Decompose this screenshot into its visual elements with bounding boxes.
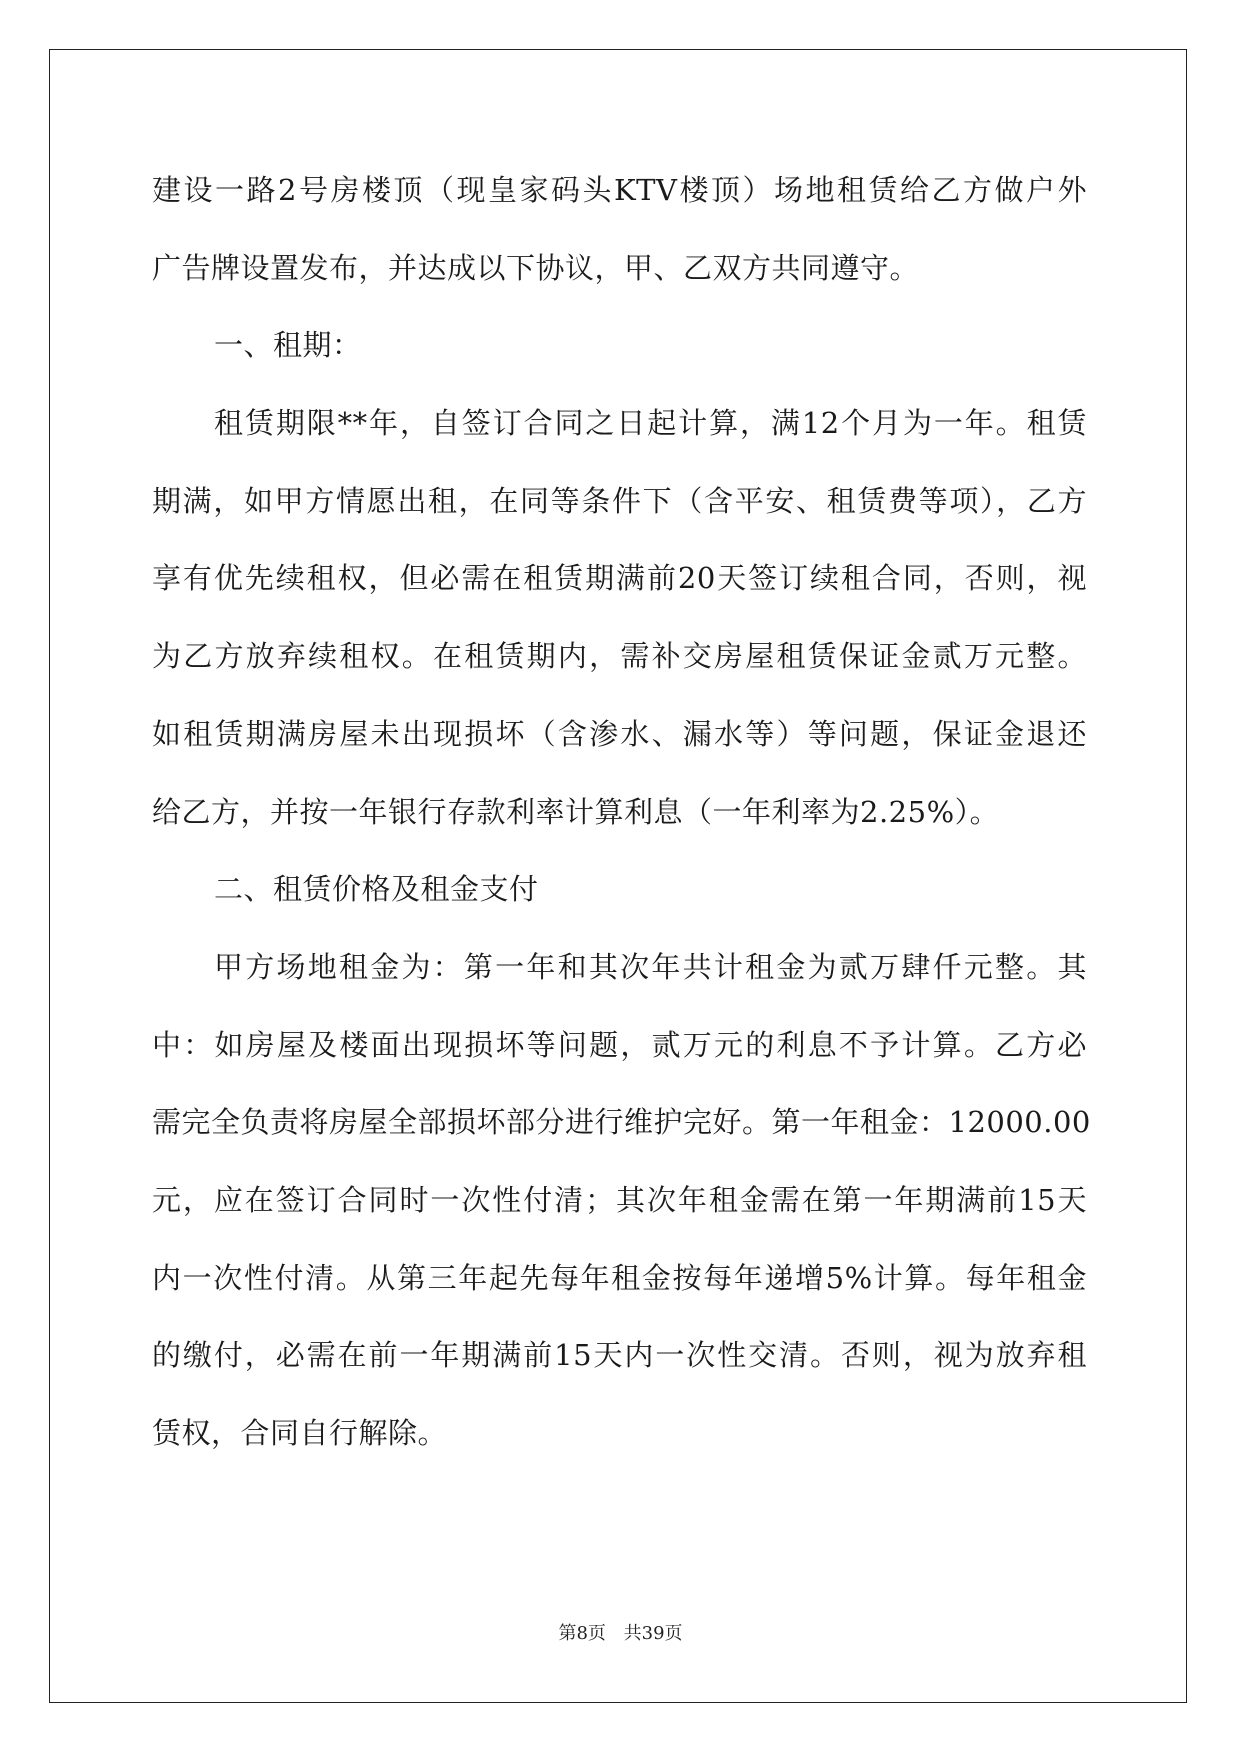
text-line: 为乙方放弃续租权。在租赁期内，需补交房屋租赁保证金贰万元整。 [152,639,1087,674]
section-heading: 二、租赁价格及租金支付 [214,872,539,907]
text-line: 期满，如甲方情愿出租，在同等条件下（含平安、租赁费等项），乙方 [152,483,1087,518]
section-heading: 一、租期： [214,328,362,363]
text-line: 广告牌设置发布，并达成以下协议，甲、乙双方共同遵守。 [152,250,920,285]
text-line: 元，应在签订合同时一次性付清；其次年租金需在第一年期满前15天 [152,1182,1087,1217]
text-line: 给乙方，并按一年银行存款利率计算利息（一年利率为2.25%）。 [152,794,1000,829]
page-footer [0,1622,1241,1646]
text-line: 建设一路2号房楼顶（现皇家码头KTV楼顶）场地租赁给乙方做户外 [152,173,1087,207]
text-line: 赁权，合同自行解除。 [152,1416,448,1450]
text-line: 享有优先续租权，但必需在租赁期满前20天签订续租合同，否则，视 [152,561,1087,596]
text-line: 租赁期限**年，自签订合同之日起计算，满12个月为一年。租赁 [214,406,1087,441]
page-total: 共39页 [623,1623,683,1644]
text-line: 需完全负责将房屋全部损坏部分进行维护完好。第一年租金：12000.00 [152,1105,1091,1140]
text-line: 甲方场地租金为：第一年和其次年共计租金为贰万肆仟元整。其 [214,949,1087,984]
text-line: 的缴付，必需在前一年期满前15天内一次性交清。否则，视为放弃租 [152,1338,1087,1373]
text-line: 内一次性付清。从第三年起先每年租金按每年递增5%计算。每年租金 [152,1260,1087,1295]
text-line: 中：如房屋及楼面出现损坏等问题，贰万元的利息不予计算。乙方必 [152,1027,1087,1062]
text-line: 如租赁期满房屋未出现损坏（含渗水、漏水等）等问题，保证金退还 [152,716,1087,751]
page-number: 第8页 [558,1623,606,1644]
document-body [152,160,1091,1481]
